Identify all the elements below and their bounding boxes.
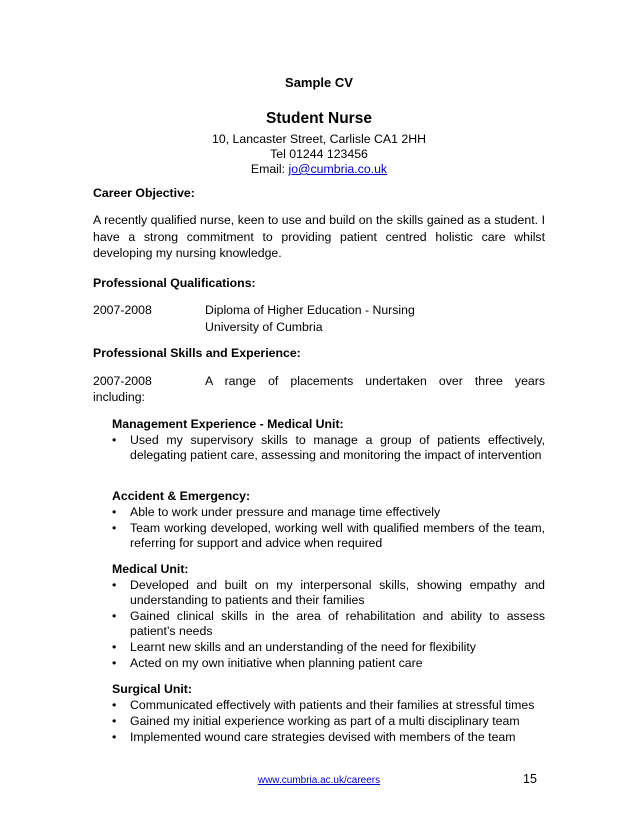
- qualification-year: 2007-2008: [93, 303, 152, 317]
- list-item: • Learnt new skills and an understanding of the need for flexibility: [112, 640, 476, 654]
- section-surgical-unit: [112, 682, 545, 746]
- list-item: • Gained clinical skills in the area of rehabilitation and ability to assess patient’s needs: [112, 609, 545, 638]
- list-item: • Acted on my own initiative when planning patient care: [112, 656, 423, 670]
- bullet-icon: •: [112, 433, 117, 447]
- section-accident-emergency: [112, 489, 545, 552]
- list-item: • Team working developed, working well with qualified members of the team, referring for support and advice when required: [112, 521, 545, 550]
- candidate-name: Student Nurse: [266, 110, 372, 127]
- bullet-icon: •: [112, 714, 117, 728]
- bullet-icon: •: [112, 656, 117, 670]
- section-title: Surgical Unit:: [112, 682, 192, 696]
- section-title: Accident & Emergency:: [112, 489, 251, 503]
- qualification-institution: University of Cumbria: [205, 319, 323, 334]
- list-item: • Communicated effectively with patients and their families at stressful times: [112, 698, 535, 712]
- document-title: Sample CV: [285, 75, 353, 90]
- bullet-icon: •: [112, 640, 117, 654]
- phone-line: Tel 01244 123456: [270, 147, 368, 161]
- list-item: • Used my supervisory skills to manage a group of patients effectively, delegating patient care, assessing and monitoring the impact of intervention: [112, 433, 545, 462]
- qualification-title: Diploma of Higher Education - Nursing: [205, 303, 415, 317]
- bullet-icon: •: [112, 698, 117, 712]
- section-medical-unit: [112, 562, 545, 672]
- footer-careers-link[interactable]: www.cumbria.ac.uk/careers: [257, 775, 381, 786]
- section-title: Management Experience - Medical Unit:: [112, 417, 344, 431]
- email-link[interactable]: jo@cumbria.co.uk: [288, 162, 388, 176]
- bullet-icon: •: [112, 609, 117, 623]
- email-label: Email:: [250, 162, 289, 176]
- section-title: Medical Unit:: [112, 562, 189, 576]
- career-objective-heading: Career Objective:: [93, 186, 195, 200]
- qualifications-heading: Professional Qualifications:: [93, 276, 256, 290]
- email-line: [0, 162, 638, 177]
- contact-block: [0, 132, 638, 177]
- list-item: • Gained my initial experience working as part of a multi disciplinary team: [112, 714, 520, 728]
- skills-heading: Professional Skills and Experience:: [93, 346, 301, 360]
- bullet-icon: •: [112, 505, 117, 519]
- career-objective-text: A recently qualified nurse, keen to use and build on the skills gained as a student. I have a strong commitment to providing patient centred holistic care whilst developing my nursing knowledge.: [93, 213, 545, 260]
- page-number: 15: [523, 772, 537, 786]
- skills-year: 2007-2008: [93, 374, 152, 388]
- bullet-icon: •: [112, 730, 117, 744]
- skills-intro-cont: including:: [93, 390, 145, 404]
- bullet-icon: •: [112, 521, 117, 535]
- address-line: 10, Lancaster Street, Carlisle CA1 2HH: [212, 132, 426, 146]
- skills-intro: A range of placements undertaken over three years: [205, 374, 545, 388]
- list-item: • Developed and built on my interpersonal skills, showing empathy and understanding to patients and their families: [112, 578, 545, 607]
- bullet-icon: •: [112, 578, 117, 592]
- qualification-desc: [205, 302, 545, 335]
- list-item: • Implemented wound care strategies devised with members of the team: [112, 730, 516, 744]
- list-item: • Able to work under pressure and manage time effectively: [112, 505, 441, 519]
- section-management: [112, 417, 545, 464]
